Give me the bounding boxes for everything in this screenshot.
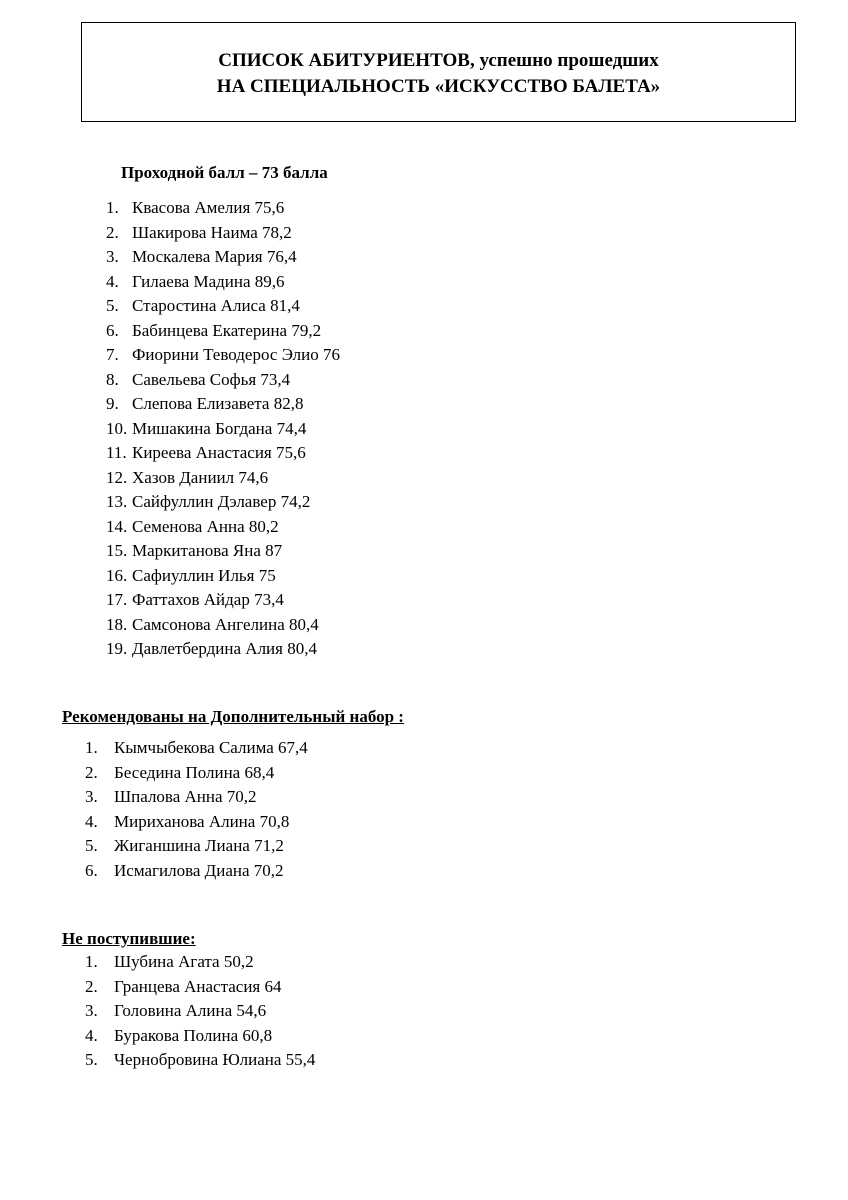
list-item-number: 13. xyxy=(106,492,128,511)
list-item-number: 6. xyxy=(85,860,98,880)
document-title-line-1: СПИСОК АБИТУРИЕНТОВ, успешно прошедших xyxy=(218,50,659,71)
list-item-number: 15. xyxy=(106,541,128,560)
list-item-number: 5. xyxy=(85,1050,98,1069)
list-item-text: Фиорини Теводерос Элио 76 xyxy=(132,345,341,364)
list-item-number: 2. xyxy=(85,762,98,782)
list-item-number: 2. xyxy=(106,222,119,242)
list-item-text: Киреева Анастасия 75,6 xyxy=(132,443,306,462)
document-title-line-2: НА СПЕЦИАЛЬНОСТЬ «ИСКУССТВО БАЛЕТА» xyxy=(216,76,661,97)
list-item-text: Квасова Амелия 75,6 xyxy=(132,198,285,217)
list-item-text: Бабинцева Екатерина 79,2 xyxy=(132,320,322,340)
passing-score-heading: Проходной балл – 73 балла xyxy=(121,163,328,182)
list-item-text: Маркитанова Яна 87 xyxy=(132,541,283,560)
list-item-text: Фаттахов Айдар 73,4 xyxy=(132,590,284,609)
list-item-number: 1. xyxy=(106,198,119,217)
list-item-number: 8. xyxy=(106,369,119,389)
list-item-number: 3. xyxy=(106,247,119,266)
list-item-text: Шпалова Анна 70,2 xyxy=(114,787,257,806)
list-item-text: Семенова Анна 80,2 xyxy=(132,516,279,536)
list-item-number: 10. xyxy=(106,418,128,438)
list-item-number: 19. xyxy=(106,639,128,658)
list-item-text: Головина Алина 54,6 xyxy=(114,1001,267,1020)
list-item-number: 17. xyxy=(106,590,128,609)
additional-enrollment-heading: Рекомендованы на Дополнительный набор : xyxy=(62,707,404,726)
list-item-number: 5. xyxy=(106,296,119,315)
list-item-text: Шубина Агата 50,2 xyxy=(114,952,254,971)
list-item-text: Савельева Софья 73,4 xyxy=(132,369,291,389)
list-item-text: Шакирова Наима 78,2 xyxy=(132,222,292,242)
list-item-text: Москалева Мария 76,4 xyxy=(132,247,297,266)
list-item-number: 7. xyxy=(106,345,119,364)
list-item-text: Чернобровина Юлиана 55,4 xyxy=(114,1050,316,1069)
list-item-text: Слепова Елизавета 82,8 xyxy=(132,394,304,413)
list-item-number: 14. xyxy=(106,516,128,536)
list-item-number: 3. xyxy=(85,787,98,806)
list-item-number: 1. xyxy=(85,738,98,757)
list-item-text: Мишакина Богдана 74,4 xyxy=(132,418,307,438)
list-item-number: 6. xyxy=(106,320,119,340)
list-item-number: 4. xyxy=(85,811,98,831)
list-item-number: 4. xyxy=(85,1025,98,1045)
list-item-number: 11. xyxy=(106,443,127,462)
list-item-text: Жиганшина Лиана 71,2 xyxy=(114,836,284,855)
list-item-text: Сайфуллин Дэлавер 74,2 xyxy=(132,492,311,511)
list-item-text: Беседина Полина 68,4 xyxy=(114,762,275,782)
list-item-number: 4. xyxy=(106,271,119,291)
list-item-number: 3. xyxy=(85,1001,98,1020)
list-item-text: Гранцева Анастасия 64 xyxy=(114,976,282,996)
list-item-number: 1. xyxy=(85,952,98,971)
not-admitted-heading: Не поступившие: xyxy=(62,929,196,948)
list-item-text: Мириханова Алина 70,8 xyxy=(114,811,290,831)
list-item-text: Сафиуллин Илья 75 xyxy=(132,565,276,585)
list-item-text: Хазов Даниил 74,6 xyxy=(132,467,269,487)
list-item-text: Самсонова Ангелина 80,4 xyxy=(132,614,319,634)
list-item-text: Исмагилова Диана 70,2 xyxy=(114,860,284,880)
list-item-number: 12. xyxy=(106,467,128,487)
document-title-box xyxy=(81,22,796,122)
list-item-text: Кымчыбекова Салима 67,4 xyxy=(114,738,308,757)
list-item-number: 16. xyxy=(106,565,128,585)
list-item-text: Гилаева Мадина 89,6 xyxy=(132,271,285,291)
list-item-text: Старостина Алиса 81,4 xyxy=(132,296,300,315)
list-item-number: 5. xyxy=(85,836,98,855)
list-item-text: Буракова Полина 60,8 xyxy=(114,1025,273,1045)
list-item-number: 2. xyxy=(85,976,98,996)
list-item-text: Давлетбердина Алия 80,4 xyxy=(132,639,317,658)
list-item-number: 9. xyxy=(106,394,119,413)
list-item-number: 18. xyxy=(106,614,128,634)
